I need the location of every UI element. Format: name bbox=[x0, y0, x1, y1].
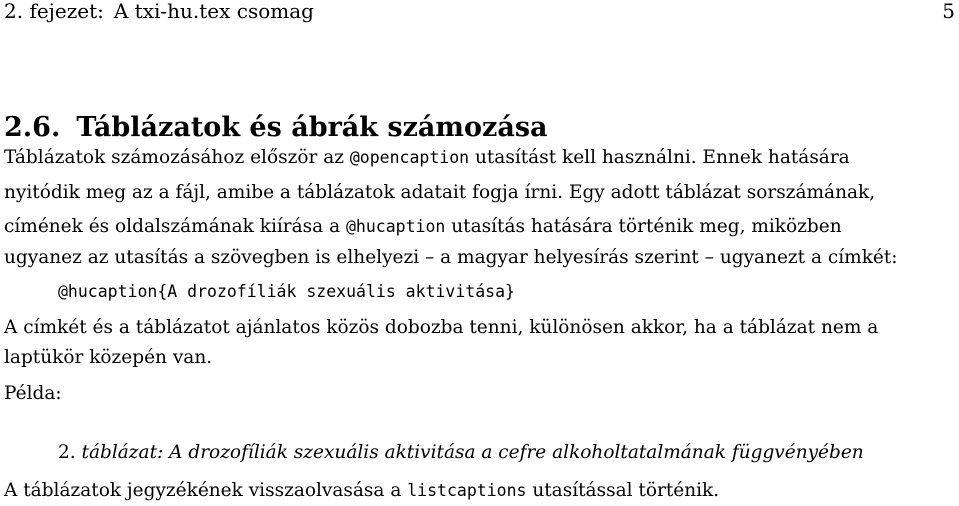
paragraph-2-line-1: A címkét és a táblázatot ajánlatos közös dobozba tenni, különösen akkor, ha a táblázat nem a bbox=[4, 317, 879, 338]
paragraph-1-line-4: ugyanez az utasítás a szövegben is elhelyezi – a magyar helyesírás szerint – ugyanezt a címkét: bbox=[4, 247, 898, 268]
listcaptions-command: listcaptions bbox=[407, 481, 527, 500]
paragraph-1-line-1 bbox=[4, 143, 955, 173]
paragraph-1-line-3 bbox=[4, 212, 955, 242]
table-caption bbox=[58, 438, 864, 468]
text-run: utasítással történik. bbox=[526, 480, 720, 501]
example-label: Példa: bbox=[4, 383, 62, 404]
text-run: utasítás hatására történik meg, miközben bbox=[445, 216, 842, 237]
paragraph-2-line-2: laptükör közepén van. bbox=[4, 347, 213, 368]
caption-number: 2. bbox=[58, 442, 76, 463]
opencaption-command: @opencaption bbox=[349, 148, 470, 167]
text-run: utasítást kell használni. Ennek hatására bbox=[469, 147, 850, 168]
paragraph-1-line-2: nyitódik meg az a fájl, amibe a táblázatok adatait fogja írni. Egy adott táblázat sorszámának, bbox=[4, 182, 876, 203]
chapter-heading: 2. fejezet: A txi-hu.tex csomag bbox=[4, 0, 314, 23]
section-title-text: Táblázatok és ábrák számozása bbox=[76, 112, 548, 143]
text-run: Táblázatok számozásához először az bbox=[4, 147, 350, 168]
section-title bbox=[4, 110, 548, 146]
page-number: 5 bbox=[942, 0, 955, 23]
code-example: @hucaption{A drozofíliák szexuális aktivitása} bbox=[58, 282, 515, 301]
section-number: 2.6. bbox=[4, 112, 61, 143]
caption-text: táblázat: A drozofíliák szexuális aktivitása a cefre alkoholtatalmának függvényében bbox=[81, 442, 864, 463]
running-head bbox=[4, 0, 955, 25]
text-run: A táblázatok jegyzékének visszaolvasása a bbox=[4, 480, 408, 501]
text-run: címének és oldalszámának kiírása a bbox=[4, 216, 346, 237]
hucaption-command: @hucaption bbox=[346, 217, 446, 236]
